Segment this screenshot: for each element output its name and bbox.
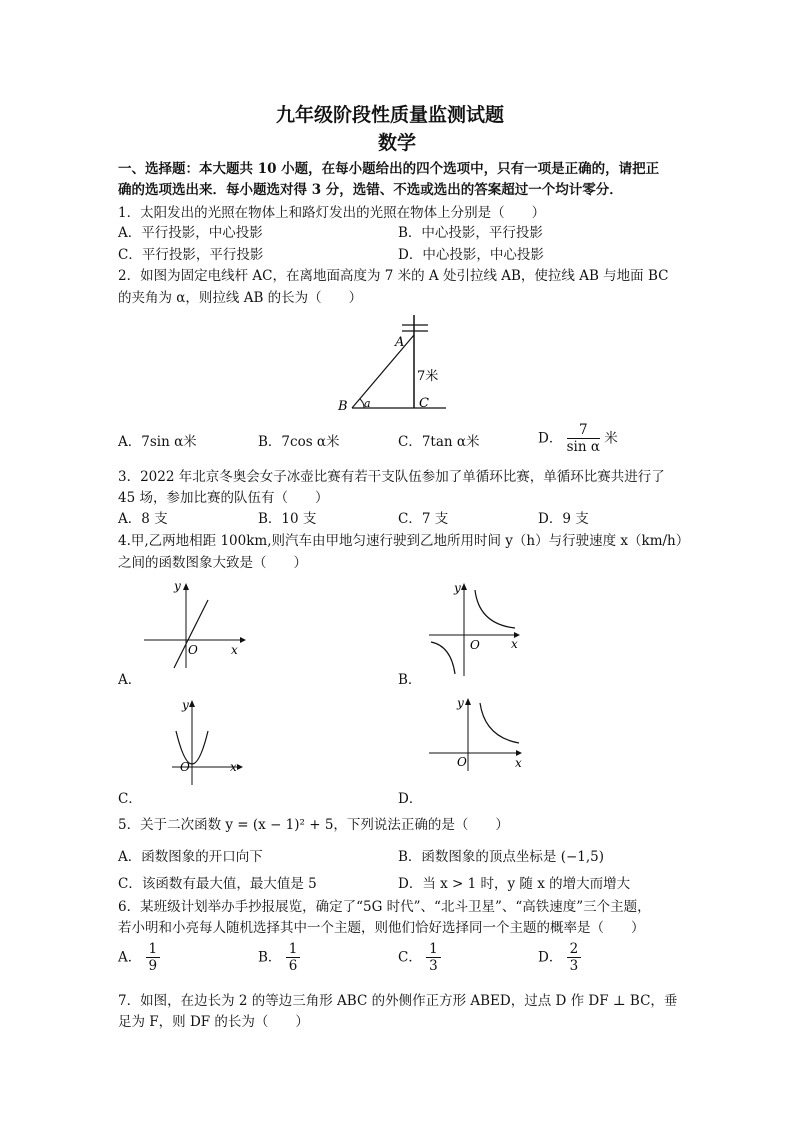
q4-graph-b — [425, 578, 525, 678]
graph-b-x-label: x — [511, 637, 518, 651]
q3-stem-line1: 3．2022 年北京冬奥会女子冰壶比赛有若干支队伍参加了单循环比赛，单循环比赛共进行了 — [118, 469, 665, 485]
q6-option-c-prefix: C． — [398, 949, 422, 966]
q2-pole-figure — [330, 310, 450, 415]
q6-option-b-numerator: 1 — [286, 941, 301, 958]
q6-stem-line2: 若小明和小亮每人随机选择其中一个主题，则他们恰好选择同一个主题的概率是（ ） — [118, 920, 645, 936]
exam-title: 九年级阶段性质量监测试题 — [276, 104, 505, 126]
q5-stem: 5．关于二次函数 y = (x − 1)² + 5，下列说法正确的是（ ） — [118, 817, 509, 833]
graph-b-origin: O — [470, 638, 480, 652]
q5-option-b: B．函数图象的顶点坐标是 (−1,5) — [398, 849, 605, 865]
q6-option-d — [538, 941, 581, 974]
q5-option-a: A．函数图象的开口向下 — [118, 849, 263, 865]
graph-d-y-label: y — [457, 696, 464, 710]
q4-stem-line1: 4.甲,乙两地相距 100km,则汽车由甲地匀速行驶到乙地所用时间 y（h）与行驶速度 x（km/h） — [118, 533, 690, 549]
q2-option-d-denominator: sin α — [566, 439, 600, 455]
q6-option-a-denominator: 9 — [148, 958, 158, 974]
graph-d-x-label: x — [515, 756, 522, 770]
q4-option-c-label: C． — [118, 791, 142, 807]
q6-stem-line1: 6．某班级计划举办手抄报展览，确定了“5G 时代”、“北斗卫星”、“高铁速度”三个主题， — [118, 899, 651, 915]
q4-graph-c — [168, 695, 248, 787]
q6-option-b-fraction — [286, 941, 301, 974]
q4-graph-d — [425, 693, 530, 773]
section-heading-line1: 一、选择题：本大题共 10 小题，在每小题给出的四个选项中，只有一项是正确的，请把正 — [118, 161, 660, 177]
graph-a-y-label: y — [174, 579, 181, 593]
graph-a-x-label: x — [231, 643, 238, 657]
q2-option-d-numerator: 7 — [567, 422, 600, 439]
q6-option-a-numerator: 1 — [146, 941, 161, 958]
q7-stem-line2: 足为 F，则 DF 的长为（ ） — [118, 1014, 309, 1030]
q2-option-d — [538, 422, 618, 455]
q6-option-a-fraction — [146, 941, 161, 974]
label-a: A — [395, 335, 405, 350]
q3-stem-line2: 45 场，参加比赛的队伍有（ ） — [118, 490, 329, 506]
q6-option-a-prefix: A． — [118, 949, 142, 966]
q4-option-a-label: A． — [118, 672, 142, 688]
q1-option-a: A．平行投影，中心投影 — [118, 225, 263, 241]
subject-title: 数学 — [378, 132, 417, 154]
q6-option-b-denominator: 6 — [288, 958, 298, 974]
q2-option-d-prefix: D． — [538, 430, 563, 447]
q2-option-d-fraction — [567, 422, 600, 455]
q2-stem-line2: 的夹角为 α，则拉线 AB 的长为（ ） — [118, 290, 363, 306]
graph-a-origin: O — [188, 643, 198, 657]
q3-option-d: D．9 支 — [538, 511, 589, 527]
section-heading-line2: 确的选项选出来．每小题选对得 3 分，选错、不选或选出的答案超过一个均计零分． — [118, 182, 623, 198]
q6-option-b — [258, 941, 300, 974]
q5-option-d: D．当 x > 1 时，y 随 x 的增大而增大 — [398, 876, 631, 892]
graph-c-y-label: y — [182, 698, 189, 712]
q3-option-a: A．8 支 — [118, 511, 168, 527]
q6-option-c-numerator: 1 — [426, 941, 441, 958]
q6-option-d-numerator: 2 — [567, 941, 582, 958]
q3-option-c: C．7 支 — [398, 511, 449, 527]
q4-option-b-label: B． — [398, 672, 422, 688]
q6-option-c-fraction — [426, 941, 441, 974]
q2-option-c: C．7tan α米 — [398, 434, 480, 450]
q4-graph-a — [140, 578, 252, 670]
q7-stem-line1: 7．如图，在边长为 2 的等边三角形 ABC 的外侧作正方形 ABED，过点 D 作 DF ⊥ BC，垂 — [118, 993, 678, 1009]
q2-option-d-unit: 米 — [604, 430, 618, 447]
q2-option-b: B．7cos α米 — [258, 434, 340, 450]
graph-b-y-label: y — [454, 581, 461, 595]
q6-option-a — [118, 941, 160, 974]
q6-option-c — [398, 941, 441, 974]
label-b: B — [338, 399, 348, 414]
label-alpha: a — [364, 397, 371, 410]
graph-d-origin: O — [457, 755, 467, 769]
q6-option-b-prefix: B． — [258, 949, 282, 966]
q6-option-d-prefix: D． — [538, 949, 563, 966]
q4-stem-line2: 之间的函数图象大致是（ ） — [118, 555, 307, 571]
label-c: C — [419, 396, 429, 411]
q2-stem-line1: 2．如图为固定电线杆 AC，在离地面高度为 7 米的 A 处引拉线 AB，使拉线 AB 与地面 BC — [118, 268, 669, 284]
q3-option-b: B．10 支 — [258, 511, 317, 527]
q6-option-d-fraction — [567, 941, 582, 974]
q2-option-a: A．7sin α米 — [118, 434, 197, 450]
q1-option-b: B．中心投影，平行投影 — [398, 225, 543, 241]
label-height: 7米 — [417, 369, 439, 384]
q6-option-c-denominator: 3 — [429, 958, 438, 974]
q5-option-c: C．该函数有最大值，最大值是 5 — [118, 876, 317, 892]
q1-option-c: C．平行投影，平行投影 — [118, 247, 264, 263]
q6-option-d-denominator: 3 — [569, 958, 579, 974]
q4-option-d-label: D． — [398, 791, 423, 807]
q1-stem: 1．太阳发出的光照在物体上和路灯发出的光照在物体上分别是（ ） — [118, 205, 546, 221]
graph-c-origin: O — [180, 760, 190, 774]
graph-c-x-label: x — [230, 760, 237, 774]
q1-option-d: D．中心投影，中心投影 — [398, 247, 544, 263]
